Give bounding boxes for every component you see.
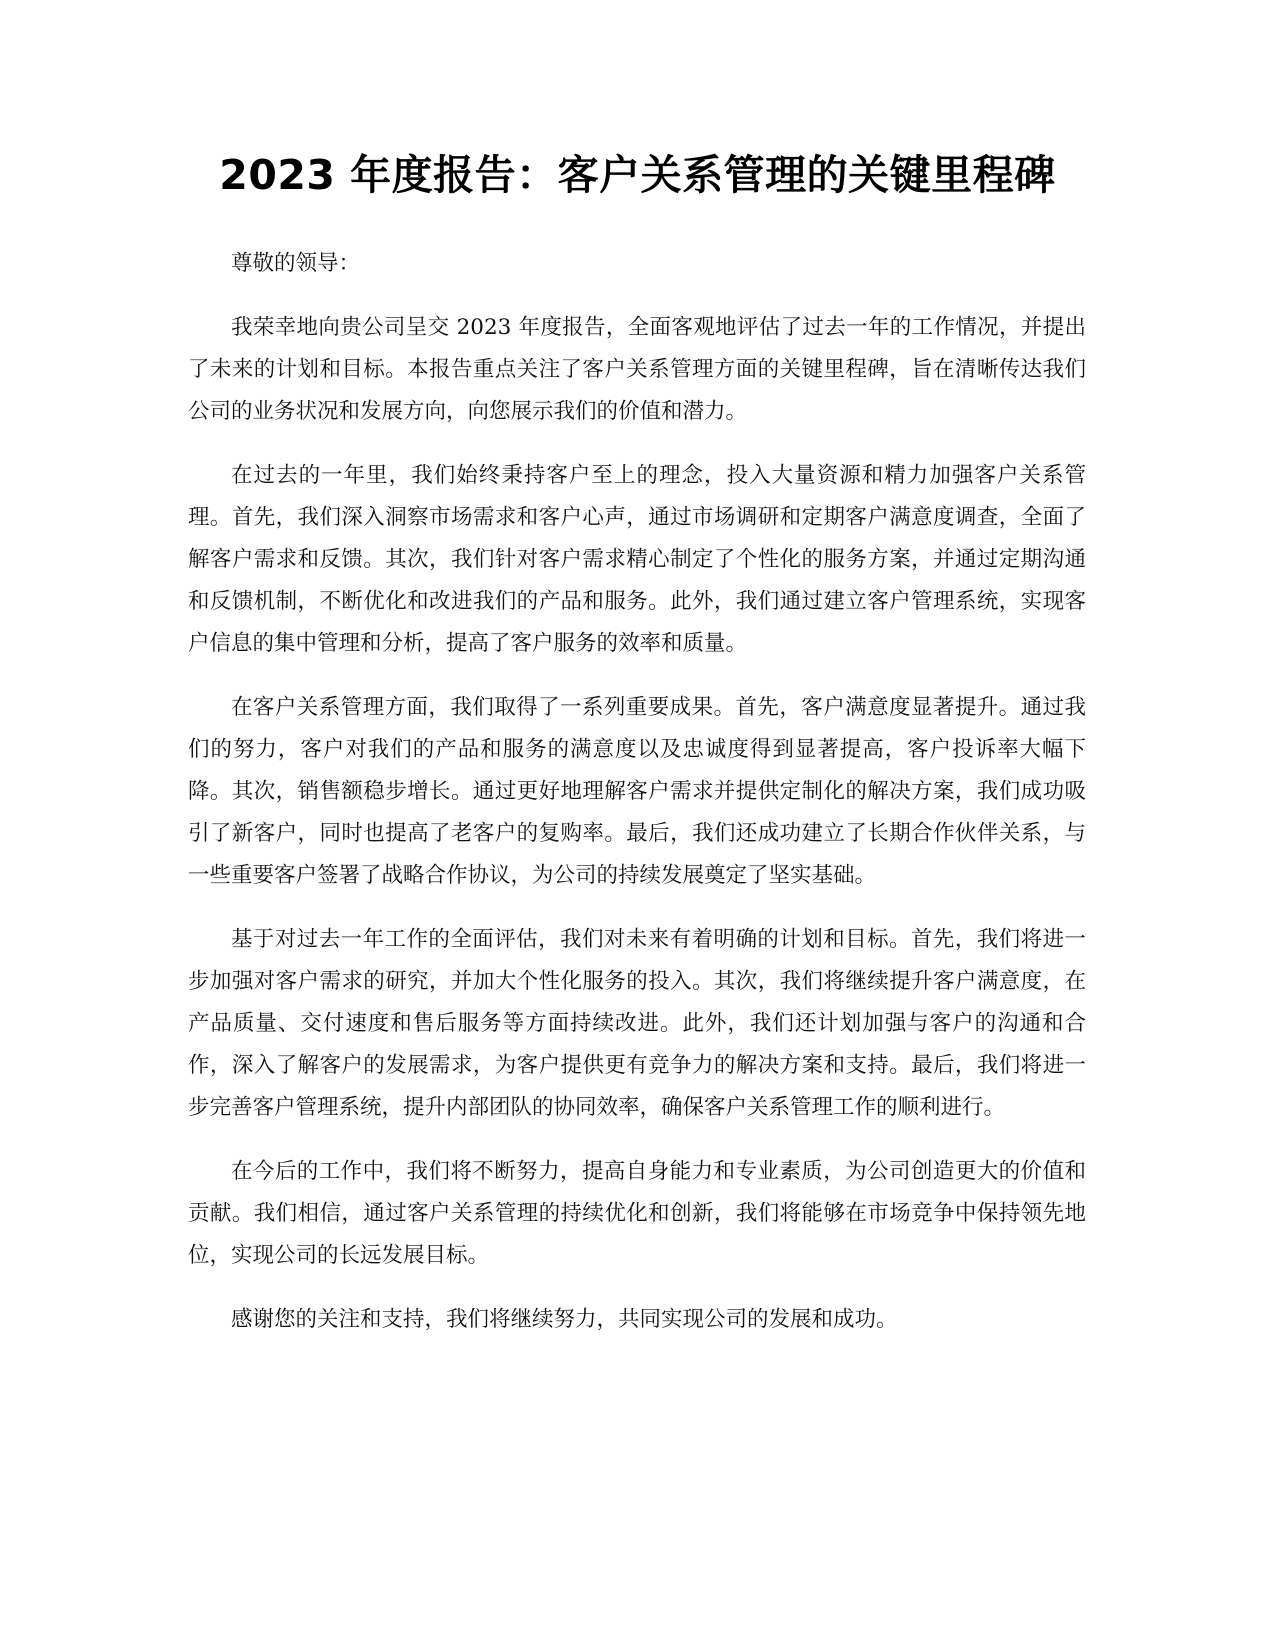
- paragraph: 在过去的一年里，我们始终秉持客户至上的理念，投入大量资源和精力加强客户关系管理。首先，我们深入洞察市场需求和客户心声，通过市场调研和定期客户满意度调查，全面了解客户需求和反馈。其次，我们针对客户需求精心制定了个性化的服务方案，并通过定期沟通和反馈机制，不断优化和改进我们的产品和服务。此外，我们通过建立客户管理系统，实现客户信息的集中管理和分析，提高了客户服务的效率和质量。: [188, 463, 1086, 656]
- paragraph: 在今后的工作中，我们将不断努力，提高自身能力和专业素质，为公司创造更大的价值和贡献。我们相信，通过客户关系管理的持续优化和创新，我们将能够在市场竞争中保持领先地位，实现公司的长远发展目标。: [188, 1159, 1086, 1268]
- paragraph: 我荣幸地向贵公司呈交 2023 年度报告，全面客观地评估了过去一年的工作情况，并提出了未来的计划和目标。本报告重点关注了客户关系管理方面的关键里程碑，旨在清晰传达我们公司的业务状况和发展方向，向您展示我们的价值和潜力。: [188, 315, 1086, 424]
- paragraph: 感谢您的关注和支持，我们将继续努力，共同实现公司的发展和成功。: [231, 1307, 898, 1332]
- paragraph: 在客户关系管理方面，我们取得了一系列重要成果。首先，客户满意度显著提升。通过我们的努力，客户对我们的产品和服务的满意度以及忠诚度得到显著提高，客户投诉率大幅下降。其次，销售额稳步增长。通过更好地理解客户需求并提供定制化的解决方案，我们成功吸引了新客户，同时也提高了老客户的复购率。最后，我们还成功建立了长期合作伙伴关系，与一些重要客户签署了战略合作协议，为公司的持续发展奠定了坚实基础。: [188, 695, 1086, 888]
- document-title: 2023 年度报告：客户关系管理的关键里程碑: [219, 151, 1056, 199]
- document-body: [188, 243, 1086, 1363]
- salutation: 尊敬的领导：: [231, 251, 361, 276]
- paragraph: 基于对过去一年工作的全面评估，我们对未来有着明确的计划和目标。首先，我们将进一步加强对客户需求的研究，并加大个性化服务的投入。其次，我们将继续提升客户满意度，在产品质量、交付速度和售后服务等方面持续改进。此外，我们还计划加强与客户的沟通和合作，深入了解客户的发展需求，为客户提供更有竞争力的解决方案和支持。最后，我们将进一步完善客户管理系统，提升内部团队的协同效率，确保客户关系管理工作的顺利进行。: [188, 927, 1086, 1120]
